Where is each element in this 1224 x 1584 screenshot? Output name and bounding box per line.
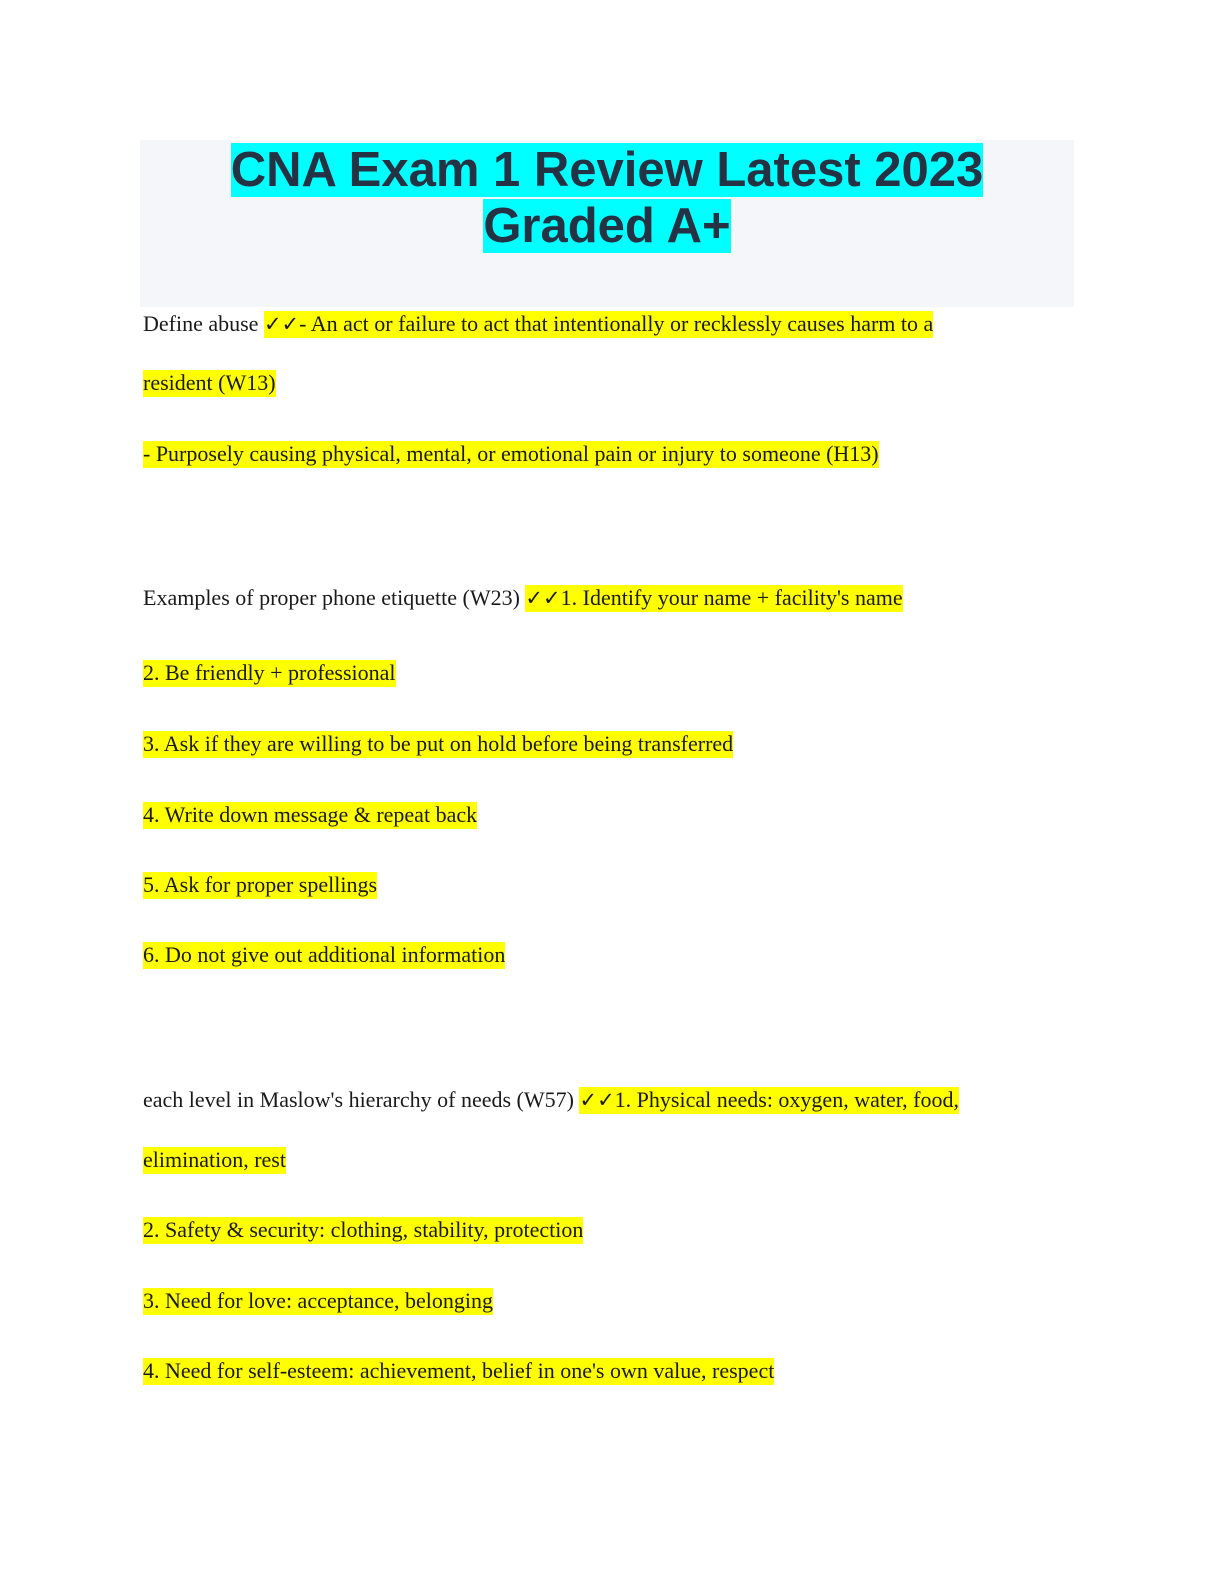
check-mark-icon: ✓✓ (263, 312, 300, 336)
entry-abuse-line-1 (143, 309, 933, 339)
entry-phone-line-2: 2. Be friendly + professional (143, 660, 396, 685)
entry-maslow-line-3: 2. Safety & security: clothing, stability, protection (143, 1217, 584, 1242)
entry-maslow-line-4: 3. Need for love: acceptance, belonging (143, 1288, 494, 1313)
entry-maslow-line-2: elimination, rest (143, 1147, 286, 1172)
entry-maslow-line-5: 4. Need for self-esteem: achievement, belief in one's own value, respect (143, 1358, 775, 1383)
document-title: CNA Exam 1 Review Latest 2023 Graded A+ (230, 143, 984, 253)
entry-answer: ✓✓1. Physical needs: oxygen, water, food, (579, 1087, 959, 1112)
entry-abuse-line-3: - Purposely causing physical, mental, or emotional pain or injury to someone (H13) (143, 441, 879, 466)
entry-question: Examples of proper phone etiquette (W23) (143, 585, 520, 610)
entry-question: each level in Maslow's hierarchy of needs (W57) (143, 1087, 574, 1112)
entry-maslow-line-1 (143, 1085, 959, 1115)
entry-answer: ✓✓- An act or failure to act that intentionally or recklessly causes harm to a (263, 311, 934, 336)
entry-phone-line-6: 6. Do not give out additional information (143, 942, 506, 967)
entry-phone-line-5: 5. Ask for proper spellings (143, 872, 378, 897)
entry-answer: ✓✓1. Identify your name + facility's name (525, 585, 903, 610)
check-mark-icon: ✓✓ (525, 586, 561, 610)
entry-phone-line-1 (143, 583, 903, 613)
entry-phone-line-4: 4. Write down message & repeat back (143, 802, 478, 827)
entry-phone-line-3: 3. Ask if they are willing to be put on hold before being transferred (143, 731, 734, 756)
title-block (140, 140, 1074, 307)
check-mark-icon: ✓✓ (579, 1088, 615, 1112)
entry-question: Define abuse (143, 311, 259, 336)
entry-abuse-line-2: resident (W13) (143, 370, 276, 395)
